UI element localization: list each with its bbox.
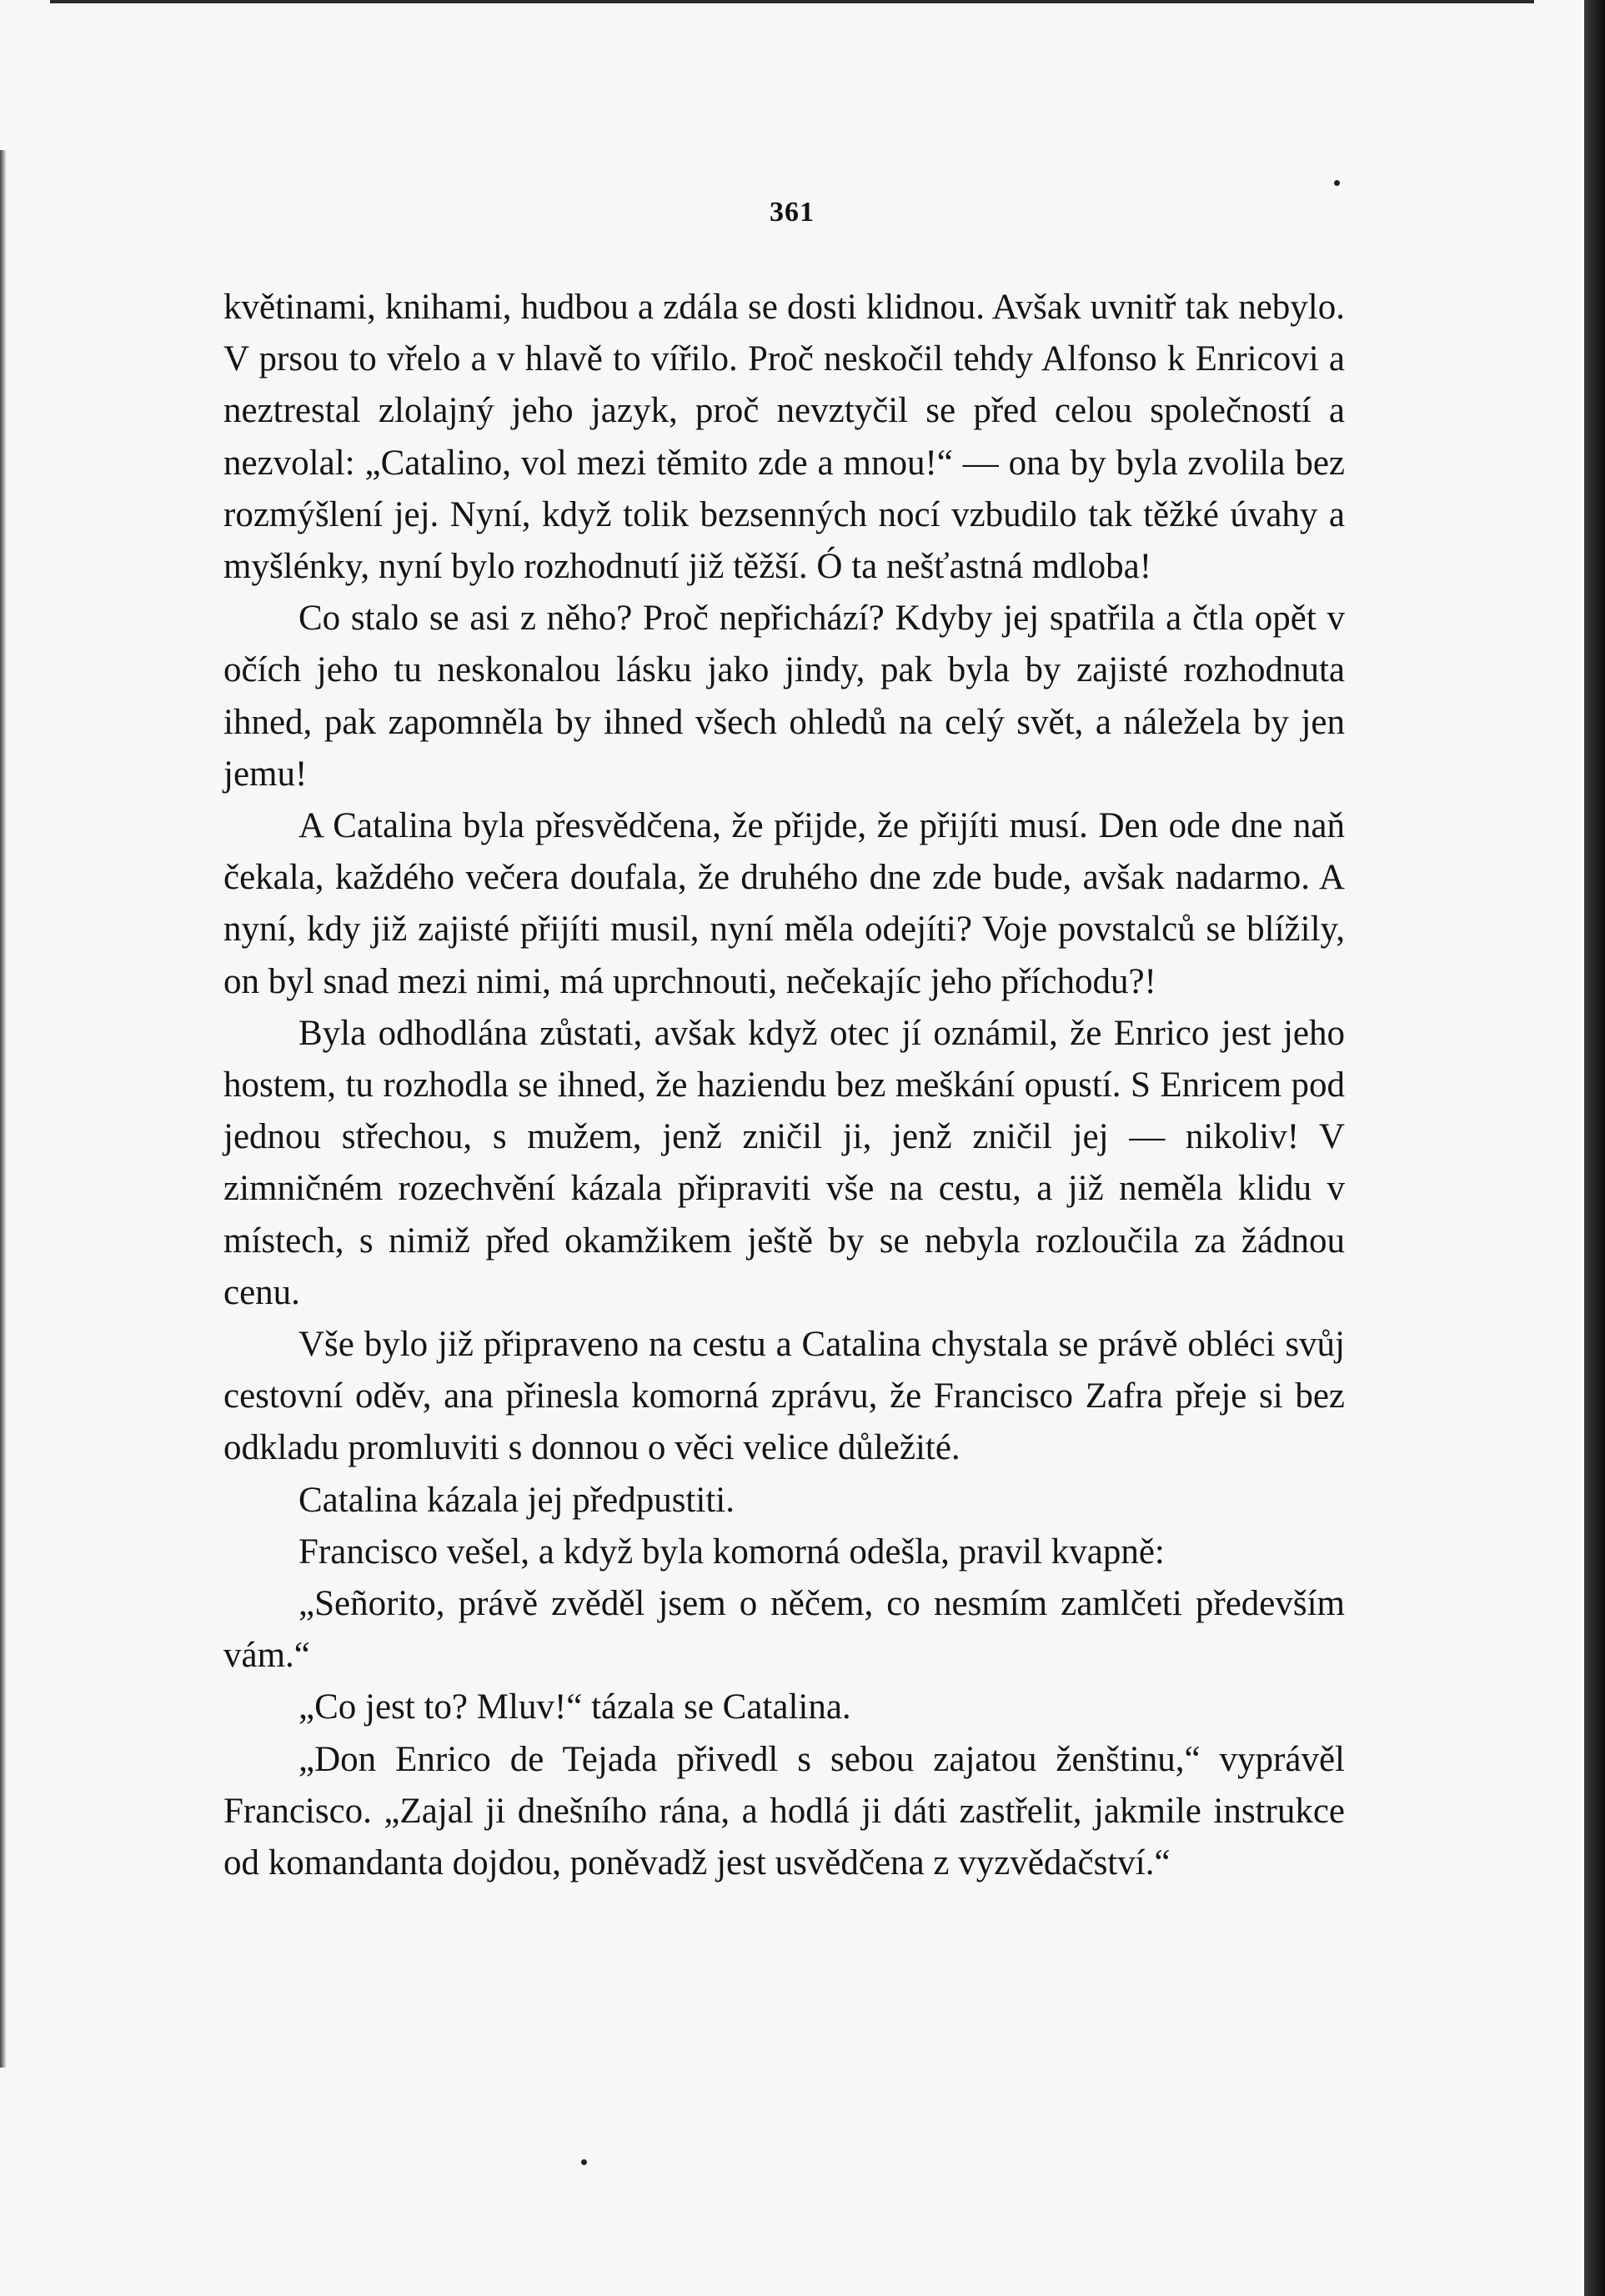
- paragraph: Vše bylo již připraveno na cestu a Catalina chystala se právě obléci svůj cestovní oděv, ana přinesla komorná zprávu, že Francisco Zafra přeje si bez odkladu promluviti s donnou o věci velice důležité.: [223, 1325, 1345, 1468]
- print-speck: [1334, 180, 1340, 186]
- print-speck: [581, 2159, 587, 2165]
- page-dark-edge: [1584, 0, 1605, 2296]
- paragraph: Francisco vešel, a když byla komorná odešla, pravil kvapně:: [298, 1532, 1165, 1572]
- paragraph: Catalina kázala jej předpustiti.: [298, 1480, 735, 1520]
- paragraph: „Señorito, právě zvěděl jsem o něčem, co nesmím zamlčeti především vám.“: [223, 1584, 1345, 1676]
- binding-shadow: [0, 150, 7, 2068]
- paragraph: Byla odhodlána zůstati, avšak když otec jí oznámil, že Enrico jest jeho hostem, tu rozhodla se ihned, že haziendu bez meškání opustí. S Enricem pod jednou střechou, s mužem, jenž zničil ji, jenž zničil jej — nikoliv! V zimničném rozechvění kázala připraviti vše na cestu, a již neměla klidu v místech, s nimiž před okamžikem ještě by se nebyla rozloučila za žádnou cenu.: [223, 1013, 1345, 1312]
- paragraph: květinami, knihami, hudbou a zdála se dosti klidnou. Avšak uvnitř tak nebylo. V prsou to vřelo a v hlavě to vířilo. Proč neskočil tehdy Alfonso k Enricovi a neztrestal zlolajný jeho jazyk, proč nevztyčil se před celou společností a nezvolal: „Catalino, vol mezi těmito zde a mnou!“ — ona by byla zvolila bez rozmýšlení jej. Nyní, když tolik bezsenných nocí vzbudilo tak těžké úvahy a myšlénky, nyní bylo rozhodnutí již těžší. Ó ta nešťastná mdloba!: [223, 288, 1345, 587]
- paragraph: „Don Enrico de Tejada přivedl s sebou zajatou ženštinu,“ vyprávěl Francisco. „Zajal ji dnešního rána, a hodlá ji dáti zastřelit, jakmile instrukce od komandanta dojdou, poněvadž jest usvědčena z vyzvědačství.“: [223, 1739, 1345, 1883]
- body-text: [223, 282, 1345, 1889]
- paragraph: Co stalo se asi z něho? Proč nepřichází? Kdyby jej spatřila a čtla opět v očích jeho tu neskonalou lásku jako jindy, pak byla by zajisté rozhodnuta ihned, pak zapomněla by ihned všech ohledů na celý svět, a náležela by jen jemu!: [223, 599, 1345, 794]
- paragraph: A Catalina byla přesvědčena, že přijde, že přijíti musí. Den ode dne naň čekala, každého večera doufala, že druhého dne zde bude, avšak nadarmo. A nyní, kdy již zajisté přijíti musil, nyní měla odejíti? Voje povstalců se blížily, on byl snad mezi nimi, má uprchnouti, nečekajíc jeho příchodu?!: [223, 806, 1345, 1001]
- paragraph: „Co jest to? Mluv!“ tázala se Catalina.: [298, 1687, 851, 1727]
- page-number: 361: [770, 197, 815, 228]
- page-top-edge: [50, 0, 1534, 3]
